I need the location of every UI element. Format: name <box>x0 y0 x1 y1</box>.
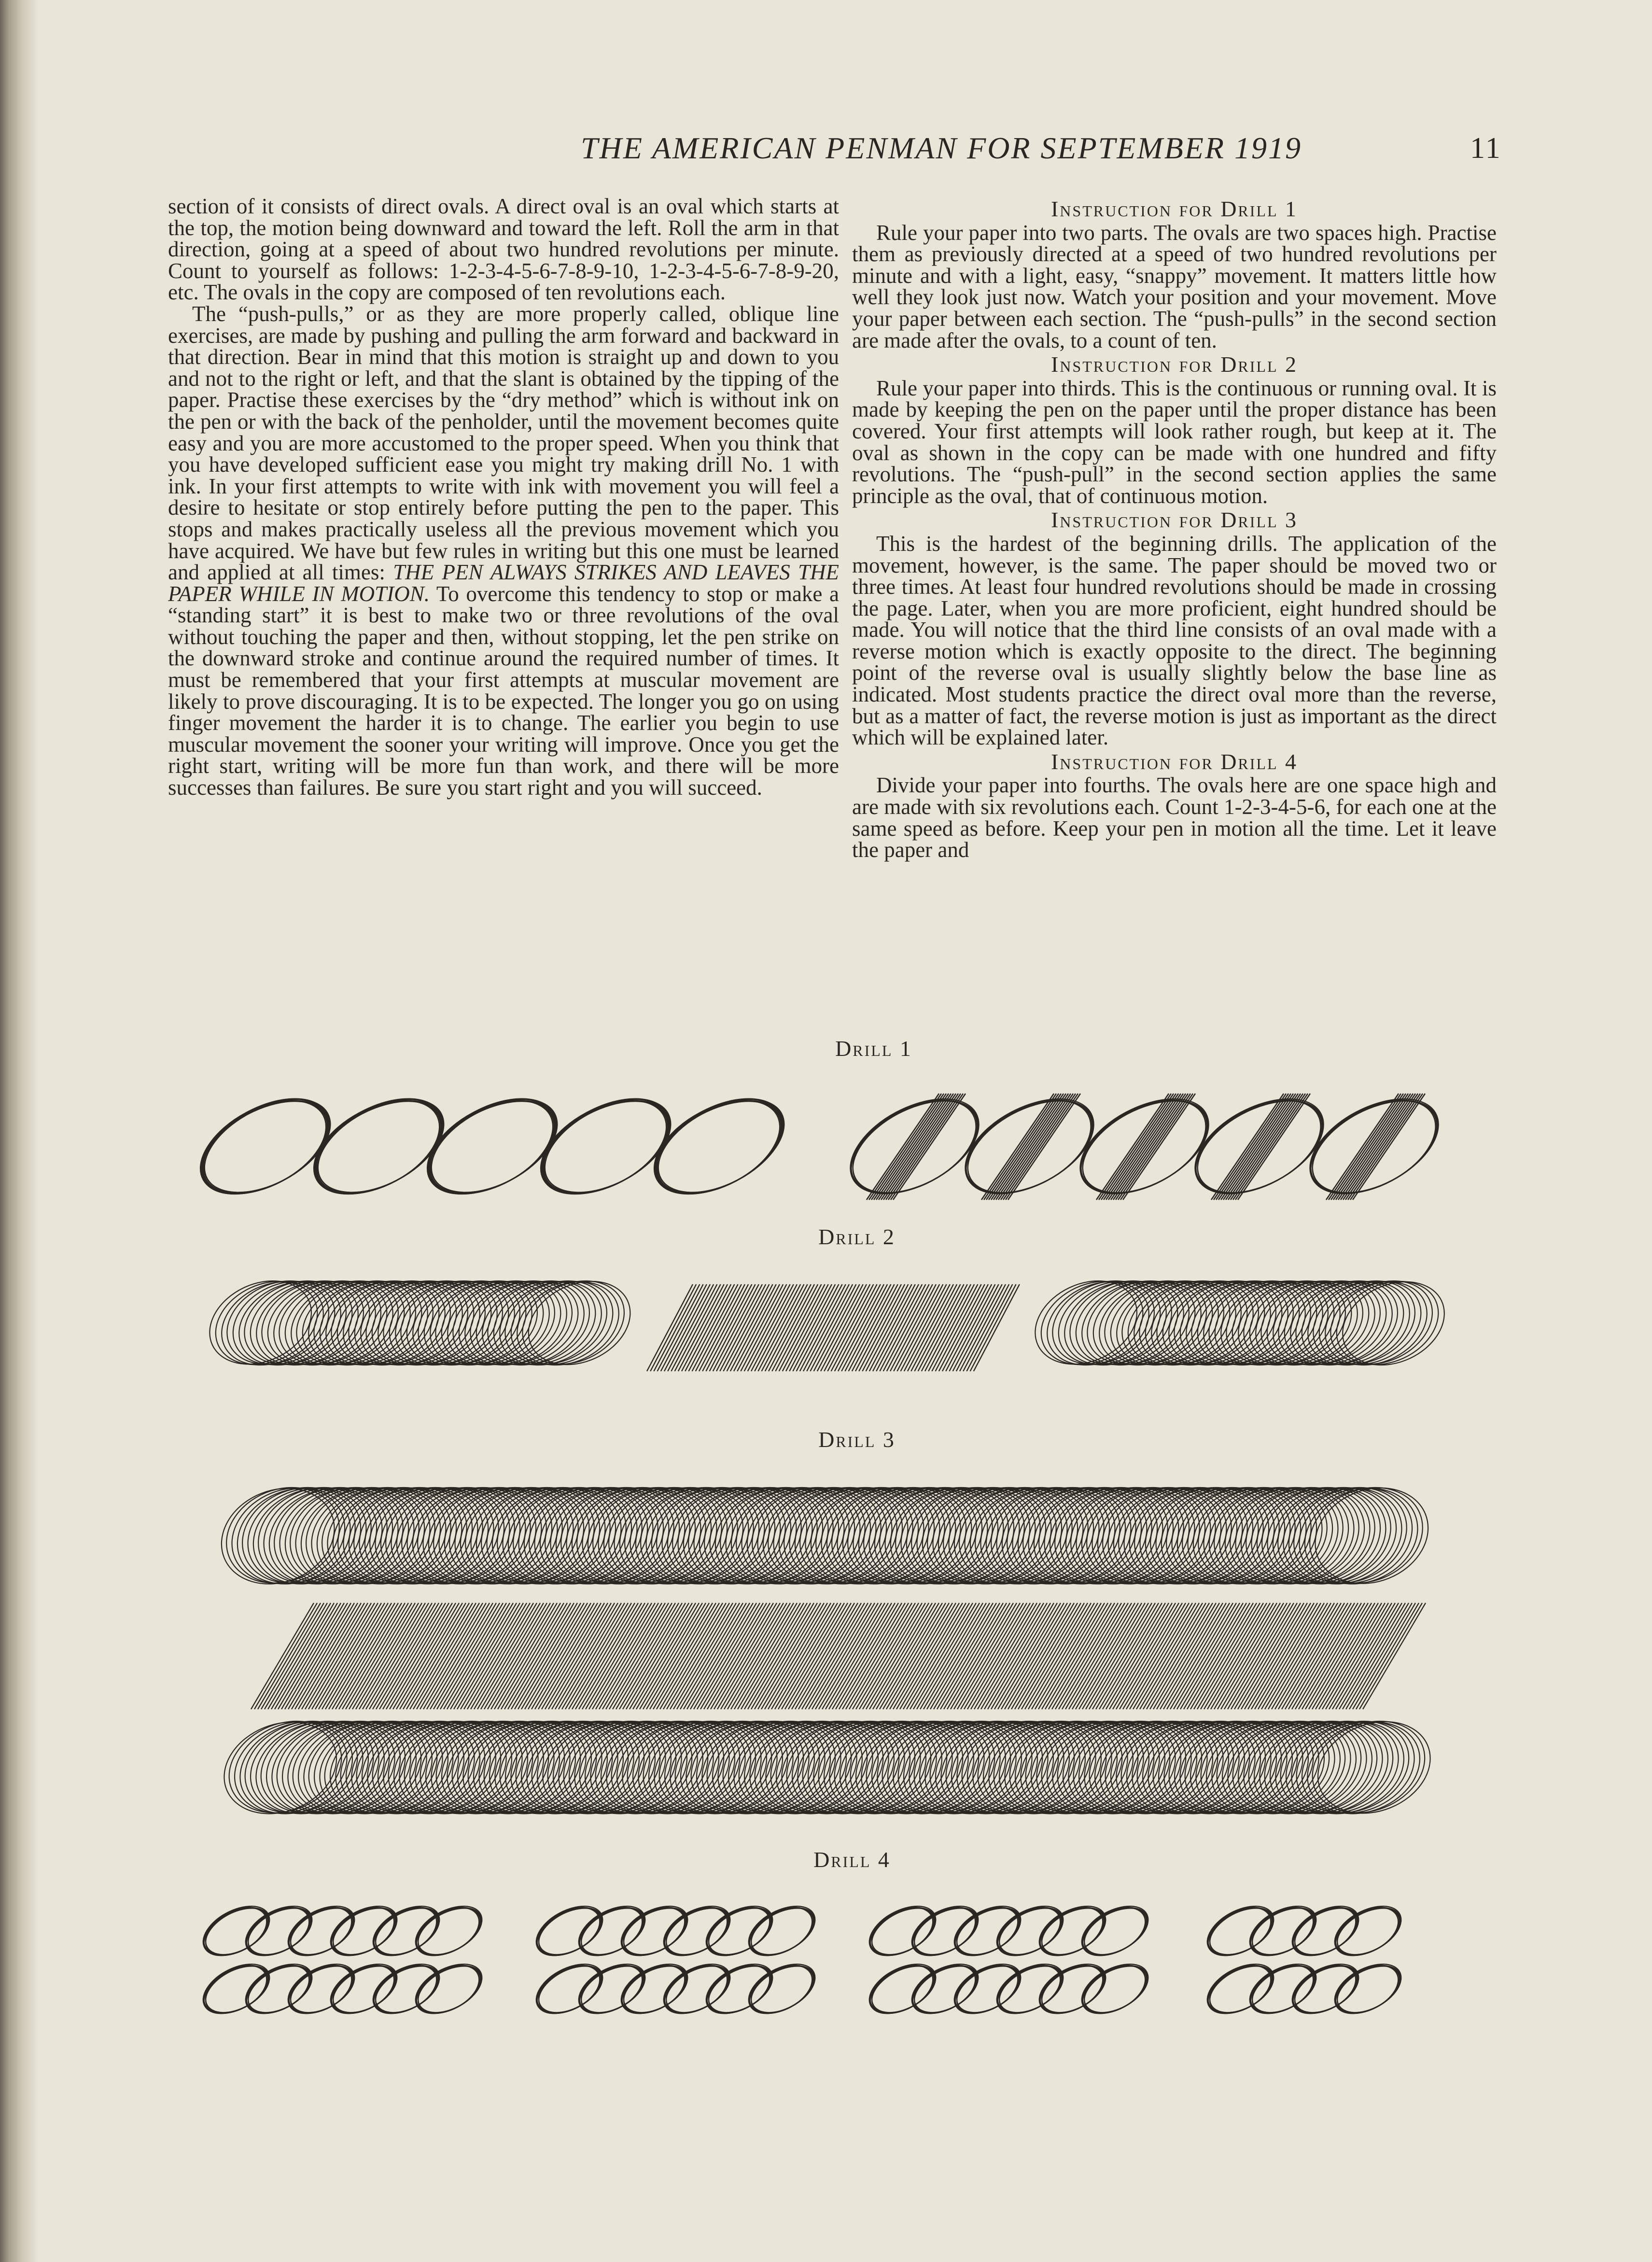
right-column <box>852 196 1497 861</box>
instruction-drill-1-text: Rule your paper into two parts. The ovals are two spaces high. Practise them as previously directed at a speed of two hundred revolutions per minute and with a light, easy, “snappy” movement. It matters little how well they look just now. Watch your position and your movement. Move your paper between each section. The “push-pulls” in the second section are made after the ovals, to a count of ten. <box>852 220 1497 352</box>
drill-3-reverse-oval-chain <box>210 1705 1444 1830</box>
drill-1-push-strokes <box>867 1094 966 1200</box>
drill-1-label: Drill 1 <box>835 1036 912 1061</box>
running-title: THE AMERICAN PENMAN FOR SEPTEMBER 1919 <box>581 131 1302 165</box>
drill-4-small-ovals <box>193 1893 1448 2033</box>
drill-2-oval-chain <box>1022 1265 1458 1381</box>
paragraph-push-pulls <box>168 303 839 799</box>
drill-4-label: Drill 4 <box>813 1847 891 1872</box>
drill-2-push-pull <box>613 1277 1038 1378</box>
drill-3-label: Drill 3 <box>818 1427 896 1452</box>
drill-1-push-strokes <box>1096 1094 1195 1200</box>
drill-2-oval-chain <box>196 1265 644 1381</box>
push-pulls-intro: The “push-pulls,” or as they are more properly called, oblique line exercises, are made by pushing and pulling the arm forward and backward in that direction. Bear in mind that this motion is straight up and down to you and not to the right or left, and that the slant is obtained by the tipping of the paper. Practise these exercises by the “dry method” which is without ink on the pen or with the back of the penholder, until the movement becomes quite easy and you are more accustomed to the proper speed. When you think that you have developed sufficient ease you might try making drill No. 1 with ink. In your first attempts to write with ink with movement you will feel a desire to hesitate or stop entirely before putting the pen to the paper. This stops and makes practically useless all the previous movement which you have acquired. We have but few rules in writing but this one must be learned and applied at all times: <box>168 301 839 585</box>
drill-1-push-strokes <box>981 1094 1080 1200</box>
drill-3-reverse-oval-row <box>217 1709 1434 1825</box>
instruction-drill-4-text: Divide your paper into fourths. The ovals here are one space high and are made with six revolutions each. Count 1-2-3-4-5-6, for each one at the same speed as before. Keep your pen in motion all the time. Let it leave the paper and <box>852 773 1497 862</box>
push-pulls-rest: To overcome this tendency to stop or make a “standing start” it is best to make two or three revolutions of the oval without touching the paper and then, without stopping, let the pen strike on the downward stroke and continue around the required number of times. It must be remembered that your first attempts at muscular movement are likely to prove discouraging. It is to be expected. The longer you go on using finger movement the harder it is to change. The earlier you begin to use muscular movement the sooner your writing will improve. Once you get the right start, writing will be more fun than work, and there will be more successes than failures. Be sure you start right and you will succeed. <box>168 581 839 800</box>
paragraph-direct-ovals: section of it consists of direct ovals. A direct oval is an oval which starts at the top, the motion being downward and toward the left. Roll the arm in that direction, going at a speed of about two hundred revolutions per minute. Count to yourself as follows: 1-2-3-4-5-6-7-8-9-10, 1-2-3-4-5-6-7-8-9-20, etc. The ovals in the copy are composed of ten revolutions each. <box>168 194 839 305</box>
instruction-drill-2-heading: Instruction for Drill 2 <box>1050 352 1298 377</box>
drill-3-direct-oval-chain <box>207 1471 1442 1601</box>
drill-3-slant-strokes <box>251 1603 1426 1709</box>
drill-2-label: Drill 2 <box>818 1224 896 1249</box>
instruction-drill-3-text: This is the hardest of the beginning drills. The application of the movement, however, is the same. The paper should be moved two or three times. At least four hundred revolutions should be made in crossing the page. Later, when you are more proficient, eight hundred should be made. You will notice that the third line consists of an oval made with a reverse motion which is exactly opposite to the direct. The beginning point of the reverse oval is usually slightly below the base line as indicated. Most students practice the direct oval more than the reverse, but as a matter of fact, the reverse motion is just as important as the direct which will be explained later. <box>852 531 1497 750</box>
drill-2-running-oval-left <box>208 1275 632 1371</box>
drill-2-running-oval-right <box>1033 1275 1448 1371</box>
drill-1-push-pull-ovals <box>859 1084 1448 1209</box>
instruction-drill-4-heading: Instruction for Drill 4 <box>1050 749 1298 774</box>
drill-1-oval <box>639 1080 799 1214</box>
pen-rule-emphasis: THE PEN ALWAYS STRIKES AND LEAVES THE PAPER WHILE IN MOTION. <box>168 560 840 606</box>
drill-3-push-pull-row <box>241 1593 1443 1719</box>
instruction-drill-2-text: Rule your paper into thirds. This is the continuous or running oval. It is made by keeping the pen on the paper until the proper distance has been covered. Your first attempts will look rather rough, but keep at it. The oval as shown in the copy can be made with one hundred and fifty revolutions. The “push-pull” in the second section applies the same principle as the oval, that of continuous motion. <box>852 376 1497 508</box>
drill-3-direct-oval-row <box>215 1468 1431 1603</box>
page-number: 11 <box>1470 132 1502 165</box>
drill-1-push-strokes <box>1326 1094 1425 1200</box>
drill-1-push-strokes <box>1211 1094 1310 1200</box>
drill-2-slant-strokes <box>647 1284 1020 1371</box>
drill-1-direct-ovals <box>203 1084 797 1209</box>
instruction-drill-1-heading: Instruction for Drill 1 <box>1050 197 1298 221</box>
book-gutter-shadow <box>0 0 39 2262</box>
instruction-drill-3-heading: Instruction for Drill 3 <box>1050 507 1298 533</box>
left-column <box>168 196 839 799</box>
